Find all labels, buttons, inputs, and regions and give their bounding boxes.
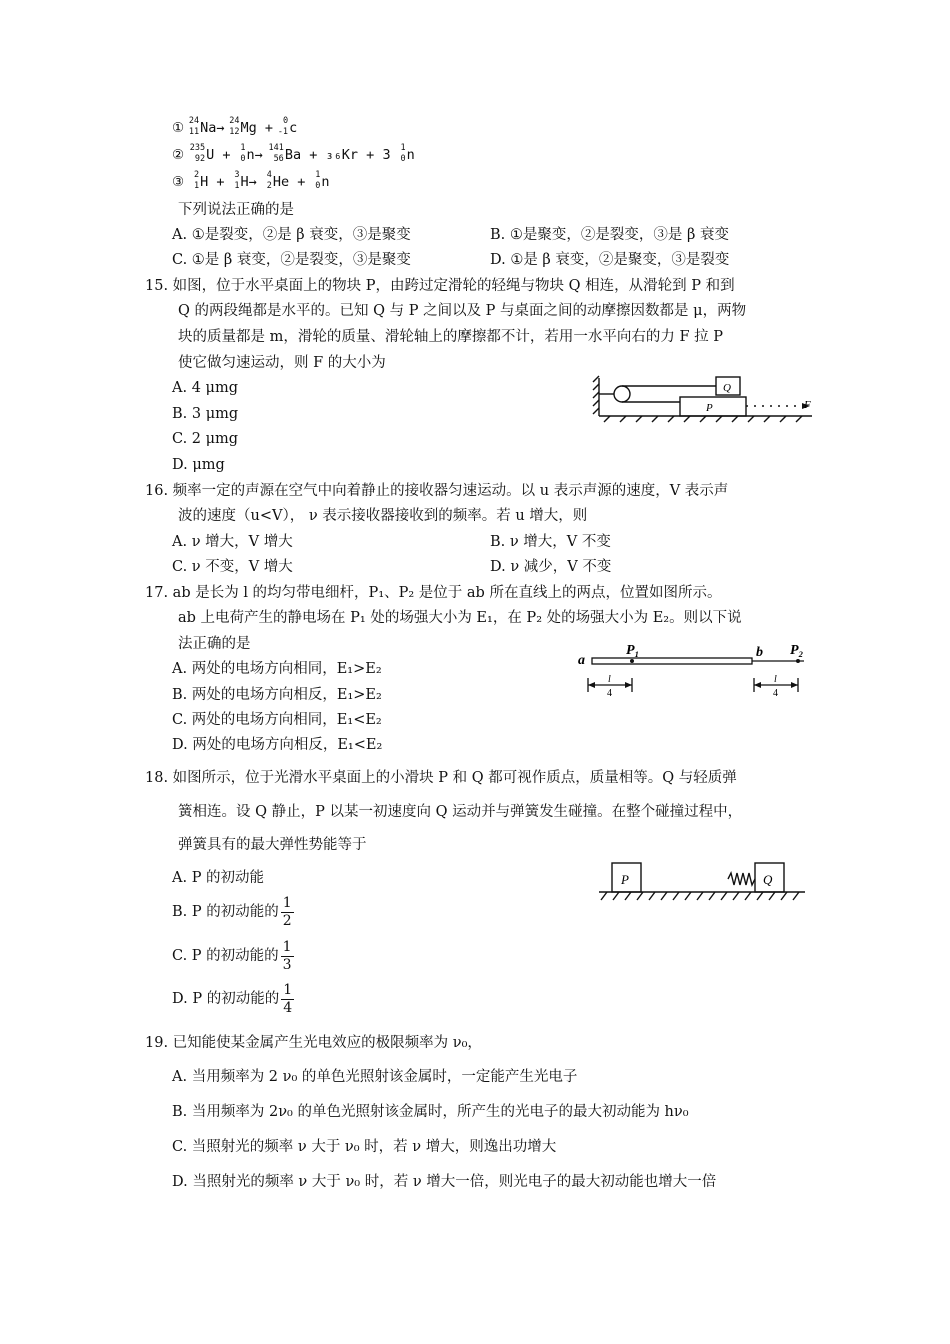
q16-line-1: 16. 频率一定的声源在空气中向着静止的接收器匀速运动。以 u 表示声源的速度，V 表示声 — [145, 483, 729, 499]
q17-line-1: 17. ab 是长为 l 的均匀带电细杆，P₁、P₂ 是位于 ab 所在直线上的两点，位置如图所示。 — [145, 585, 722, 601]
q19-option-a: A. 当用频率为 2 ν₀ 的单色光照射该金属时，一定能产生光电子 — [172, 1069, 578, 1085]
q18-option-a: A. P 的初动能 — [172, 870, 265, 886]
q17-option-b: B. 两处的电场方向相反，E₁>E₂ — [172, 687, 382, 703]
q19-option-c: C. 当照射光的频率 ν 大于 ν₀ 时，若 ν 增大，则逸出功增大 — [172, 1139, 557, 1155]
q17-option-a: A. 两处的电场方向相同，E₁>E₂ — [172, 661, 382, 677]
q18-fig-q-label: Q — [763, 872, 773, 887]
q16-line-2: 波的速度（u<V）， ν 表示接收器接收到的频率。若 u 增大，则 — [178, 508, 588, 524]
q17-option-d: D. 两处的电场方向相反，E₁<E₂ — [172, 737, 383, 753]
reaction-option-a: A. ①是裂变，②是 β 衰变，③是聚变 — [172, 227, 411, 243]
q18-line-2: 簧相连。设 Q 静止，P 以某一初速度向 Q 运动并与弹簧发生碰撞。在整个碰撞过程中， — [178, 804, 743, 820]
q17-fig-4-left: 4 — [607, 688, 612, 699]
q15-fig-p-label: P — [706, 402, 713, 414]
q19-option-b: B. 当用频率为 2ν₀ 的单色光照射该金属时，所产生的光电子的最大初动能为 hν₀ — [172, 1104, 689, 1120]
q19-line-1: 19. 已知能使某金属产生光电效应的极限频率为 ν₀， — [145, 1035, 482, 1051]
q15-option-d: D. μmg — [172, 457, 225, 473]
q18-fig-p-label: P — [621, 872, 629, 887]
fraction-quarter: $\frac{1}{4}$ — [283, 981, 293, 1016]
q17-fig-b-label: b — [756, 645, 763, 660]
reaction-option-c: C. ①是 β 衰变，②是裂变，③是聚变 — [172, 252, 411, 268]
q15-line-4: 使它做匀速运动，则 F 的大小为 — [178, 355, 386, 371]
reaction-3: ③ 2 1 H + 3 1 H→ 4 2 He + 1 0 n — [172, 170, 330, 191]
q18-spring-figure — [597, 860, 809, 905]
q17-fig-p1-label: P₁ — [626, 643, 640, 658]
fraction-half: $\frac{1}{2}$ — [282, 894, 292, 929]
q16-option-d: D. ν 减少，V 不变 — [490, 559, 612, 575]
reaction-2: ② 235 92 U + 1 0 n→ 141 56 Ba + ₃₆Kr + 3 1 0 n — [172, 143, 415, 164]
q15-line-1: 15. 如图，位于水平桌面上的物块 P，由跨过定滑轮的轻绳与物块 Q 相连，从滑轮到 P 和到 — [145, 278, 735, 294]
q15-pulley-figure — [592, 372, 817, 424]
q18-option-b: B. P 的初动能的 $\frac{1}{2}$ — [172, 894, 292, 929]
q15-fig-f-label: F — [804, 399, 811, 411]
q18-line-3: 弹簧具有的最大弹性势能等于 — [178, 837, 367, 853]
q17-fig-4-right: 4 — [773, 688, 778, 699]
q17-option-c: C. 两处的电场方向相同，E₁<E₂ — [172, 712, 382, 728]
q15-line-3: 块的质量都是 m，滑轮的质量、滑轮轴上的摩擦都不计，若用一水平向右的力 F 拉 P — [178, 329, 723, 345]
q18-option-c: C. P 的初动能的 $\frac{1}{3}$ — [172, 938, 292, 973]
q17-rod-figure — [578, 642, 810, 700]
reaction-stem: 下列说法正确的是 — [178, 202, 294, 218]
reaction-1: ① 24 11 Na→ 24 12 Mg + 0 -1 c — [172, 116, 298, 137]
q17-fig-l-right: l — [774, 674, 777, 685]
q19-option-d: D. 当照射光的频率 ν 大于 ν₀ 时，若 ν 增大一倍，则光电子的最大初动能也增大一倍 — [172, 1174, 717, 1190]
q17-fig-l-left: l — [608, 674, 611, 685]
q15-fig-q-label: Q — [723, 382, 731, 394]
q17-fig-a-label: a — [578, 653, 585, 668]
q16-option-c: C. ν 不变，V 增大 — [172, 559, 293, 575]
q16-option-a: A. ν 增大，V 增大 — [172, 534, 293, 550]
q15-option-a: A. 4 μmg — [172, 380, 238, 396]
q15-line-2: Q 的两段绳都是水平的。已知 Q 与 P 之间以及 P 与桌面之间的动摩擦因数都是 μ，两物 — [178, 303, 747, 319]
q17-line-2: ab 上电荷产生的静电场在 P₁ 处的场强大小为 E₁，在 P₂ 处的场强大小为 E₂。则以下说 — [178, 610, 742, 626]
q18-line-1: 18. 如图所示，位于光滑水平桌面上的小滑块 P 和 Q 都可视作质点，质量相等。Q 与轻质弹 — [145, 770, 737, 786]
q15-option-b: B. 3 μmg — [172, 406, 239, 422]
q17-line-3: 法正确的是 — [178, 636, 251, 652]
fraction-third: $\frac{1}{3}$ — [282, 938, 292, 973]
reaction-option-d: D. ①是 β 衰变，②是聚变，③是裂变 — [490, 252, 730, 268]
q17-fig-p2-label: P₂ — [790, 643, 804, 658]
q15-option-c: C. 2 μmg — [172, 431, 239, 447]
q18-option-d: D. P 的初动能的 $\frac{1}{4}$ — [172, 981, 293, 1016]
q16-option-b: B. ν 增大，V 不变 — [490, 534, 611, 550]
reaction-option-b: B. ①是聚变，②是裂变，③是 β 衰变 — [490, 227, 729, 243]
